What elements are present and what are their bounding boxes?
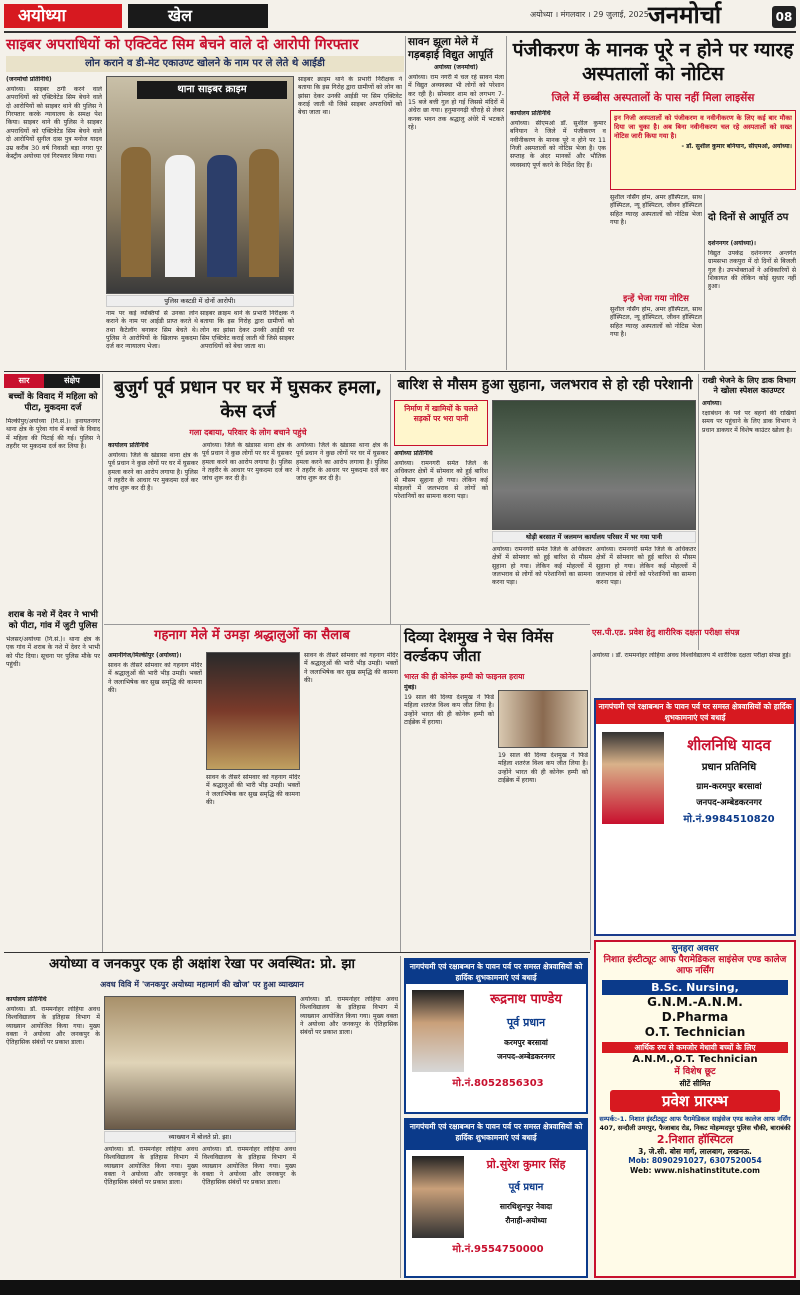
ad4-offer: आर्थिक रुप से कमजोर मेधावी बच्चों के लिए xyxy=(602,1042,788,1053)
header-rule xyxy=(4,31,796,33)
police-station-sign: थाना साइबर क्राइम xyxy=(137,81,287,99)
ad3-place2: रौनाही-अयोध्या xyxy=(505,1216,547,1225)
story9-body-col1: 19 साल की दिव्या देशमुख ने फिडे महिला शतरंज विश्व कप जीत लिया है। उन्होंने भारत की ही कोनेरू हम्पी को टाईब्रेक में हराया। xyxy=(404,694,494,727)
column-divider xyxy=(400,956,401,1278)
ad3-greeting: नागपंचमी एवं रक्षाबन्धन के पावन पर्व पर समस्त क्षेत्रवासियों को हार्दिक शुभकामनाएं एवं बधाई xyxy=(406,1120,586,1150)
story3-body-col2: सुशील नर्सिंग होम, अमर हॉस्पिटल, साथ हॉस्पिटल, न्यू हॉस्पिटल, जीवन हॉस्पिटल सहित ग्यारह अस्पतालों को नोटिस भेजा गया है। xyxy=(610,194,702,227)
ad4-hospital: 2.निशात हॉस्पिटल xyxy=(656,1132,734,1146)
story7-dateline: अयोध्या। xyxy=(702,400,722,407)
category-label: खेल xyxy=(128,4,268,28)
story1-caption: पुलिस कस्टडी में दोनों आरोपी। xyxy=(106,295,294,307)
section-label: अयोध्या xyxy=(4,4,122,28)
story10-deck: अवध विवि में 'जनकपुर अयोध्या महामार्ग की खोज' पर हुआ व्याख्यान xyxy=(100,980,304,989)
story6-body-col2: अयोध्या। रामनगरी समेत जिले के अधिकतर क्षेत्रों में सोमवार को हुई बारिश से मौसम सुहाना हो गया। लेकिन कई मोहल्लों में जलभराव से लोगों को परेशानियों का सामना करना पड़ा। xyxy=(492,546,592,587)
story1-body-col1: अयोध्या। साइबर ठगी करने वाले अपराधियों को एक्टिवेटेड सिम बेचने वाले दो आरोपियों को साइबर थाने की पुलिस ने गिरफ्तार करके न्यायालय के समक्ष पेश किया। साइबर थाने की पुलिस ने साइबर अपराधियों को एक्टिवेटेड सिम बेचने वाले दो आरोपियों सुनील दास पुत्र मनोज यादव उम्र करीब 30 वर्ष निवासी बड़ा नगरा पुर केस्ट्रीय अयोध्या एवं गिरफ्तार किया गया। xyxy=(6,86,102,160)
ad4-course-2: G.N.M.-A.N.M. xyxy=(647,995,743,1010)
story6-callout xyxy=(394,400,488,446)
ad-nishat-institute xyxy=(594,940,796,1278)
story5-body-col2: अयोध्या। जिले के खंडासा थाना क्षेत्र के पूर्व प्रधान ने कुछ लोगों पर घर में घुसकर हमला करने का आरोप लगाया है। पुलिस ने तहरीर के आधार पर मुकदमा दर्ज कर जांच शुरू कर दी है। xyxy=(202,442,292,483)
ad1-greeting: नागपंचमी एवं रक्षाबन्धन के पावन पर्व पर समस्त क्षेत्रवासियों को हार्दिक शुभकामनाएं एवं बधाई xyxy=(596,700,794,724)
story10-body-col1: अयोध्या। डॉ. राममनोहर लोहिया अवध विश्वविद्यालय के इतिहास विभाग में व्याख्यान आयोजित किया गया। मुख्य वक्ता ने अयोध्या और जनकपुर के ऐतिहासिक संबंधों पर प्रकाश डाला। xyxy=(6,1006,100,1047)
story5-headline: बुजुर्ग पूर्व प्रधान पर घर में घुसकर हमला, केस दर्ज xyxy=(113,377,383,422)
story3-deck: जिले में छब्बीस अस्पतालों के पास नहीं मिला लाइसेंस xyxy=(551,92,755,104)
sar-tab-1: सार xyxy=(4,374,44,388)
story3-quote-box xyxy=(610,110,796,190)
column-divider xyxy=(405,36,406,370)
column-divider xyxy=(698,374,699,650)
ad2-name: रूद्रनाथ पाण्डेय xyxy=(490,992,562,1007)
ad4-admission: प्रवेश प्रारम्भ xyxy=(610,1090,780,1112)
ad4-seats: सीटें सीमित xyxy=(679,1078,711,1088)
column-divider xyxy=(102,374,103,952)
story8-body-col1: सावन के तीसरे सोमवार को गहनाग मंदिर में श्रद्धालुओं की भारी भीड़ उमड़ी। भक्तों ने जलाभिषेक कर सुख समृद्धि की कामना की। xyxy=(108,662,202,695)
ad4-address: 407, सन्दौली उमरपुर, फैजाबाद रोड, निकट मोहम्मदपुर पुलिस चौकी, बाराबंकी xyxy=(599,1123,791,1132)
ad1-name: शीलनिधि यादव xyxy=(687,736,771,754)
story6-dateline: अयोध्या प्रतिनिधि xyxy=(394,450,433,457)
column-divider xyxy=(390,374,391,624)
story6-headline: बारिश से मौसम हुआ सुहाना, जलभराव से हो रही परेशानी xyxy=(397,377,693,393)
ad4-mobile: Mob: 8090291027, 6307520054 xyxy=(628,1156,762,1166)
story3-headline: पंजीकरण के मानक पूरे न होने पर ग्यारह अस्पतालों को नोटिस xyxy=(512,39,794,85)
story3-body-col3: सुशील नर्सिंग होम, अमर हॉस्पिटल, साथ हॉस्पिटल, न्यू हॉस्पिटल, जीवन हॉस्पिटल सहित ग्यारह अस्पतालों को नोटिस भेजा गया है। xyxy=(610,306,702,339)
story10-caption: व्याख्यान में बोलते प्रो. झा। xyxy=(104,1131,296,1143)
story10-photo xyxy=(104,996,296,1130)
ad4-address-2: 3, जे.सी. बोस मार्ग, लालबाग, लखनऊ. xyxy=(638,1146,752,1156)
ad3-name: प्रो.सुरेश कुमार सिंह xyxy=(486,1158,566,1171)
story9-dateline: मुंबई। xyxy=(404,684,417,691)
story3-quote-author: - डॉ. सुशील कुमार बनियान, सीएमओ, अयोध्या। xyxy=(681,142,792,150)
column-divider xyxy=(704,194,705,370)
newspaper-name: जनमोर्चा xyxy=(648,0,722,29)
photo-person-3 xyxy=(207,155,237,277)
ad4-tagline: सुनहरा अवसर xyxy=(671,944,719,954)
photo-person-1 xyxy=(121,147,151,277)
ad4-website: Web: www.nishatinstitute.com xyxy=(630,1165,760,1175)
story6-photo xyxy=(492,400,696,530)
story6-callout-text: निर्माण में खामियों के चलते सड़कों पर भरा पानी xyxy=(404,404,478,423)
page-number: 08 xyxy=(772,6,796,28)
story3-subhead: इन्हें भेजा गया नोटिस xyxy=(623,294,689,304)
story1-deck: लोन कराने व डी-मेट एकाउण्ट खोलने के नाम पर ले लेते थे आईडी xyxy=(6,56,404,72)
ad1-place: ग्राम-करमपुर बरसावां xyxy=(696,782,762,792)
story1-headline: साइबर अपराधियों को एक्टिवेट सिम बेचने वाले दो आरोपी गिरफ्तार xyxy=(6,37,359,53)
story9-body-col2: 19 साल की दिव्या देशमुख ने फिडे महिला शतरंज विश्व कप जीत लिया है। उन्होंने भारत की ही कोनेरू हम्पी को टाईब्रेक में हराया। xyxy=(498,752,588,785)
story5-deck: गला दबाया, परिवार के लोग बचाने पहुंचे xyxy=(189,428,307,437)
ad4-discount: में विशेष छूट xyxy=(674,1067,716,1078)
ad2-greeting: नागपंचमी एवं रक्षाबन्धन के पावन पर्व पर समस्त क्षेत्रवासियों को हार्दिक शुभकामनाएं एवं बधाई xyxy=(406,960,586,984)
date-line: अयोध्या । मंगलवार । 29 जुलाई, 2025 xyxy=(530,10,649,19)
ad1-portrait xyxy=(602,732,664,824)
story4-body: विद्युत उपकेंद्र दर्शननगर अन्तर्गत ग्रामसभा तकपुरा में दो दिनों से बिजली गुल है। उपभोक्ताओं ने अधिकारियों से शिकायत की लेकिन कोई सुधार नहीं हुआ। xyxy=(708,250,796,291)
story10-body-col2: अयोध्या। डॉ. राममनोहर लोहिया अवध विश्वविद्यालय के इतिहास विभाग में व्याख्यान आयोजित किया गया। मुख्य वक्ता ने अयोध्या और जनकपुर के ऐतिहासिक संबंधों पर प्रकाश डाला। xyxy=(104,1146,198,1187)
ad3-title: पूर्व प्रधान xyxy=(508,1182,544,1193)
sar-body-1: मिल्कीपुर/अयोध्या (नि.सं.)। इनायतनगर थाना क्षेत्र के पुरेवा गांव में बच्चों के विवाद में महिला की पिटाई की गई। पुलिस ने तहरीर पर मुकदमा दर्ज कर लिया है। xyxy=(6,418,100,451)
ad4-institute: निशात इंस्टीट्यूट आफ पैरामेडिकल साइंसेज एण्ड कालेज आफ नर्सिंग xyxy=(603,955,787,977)
sar-tab-2: संक्षेप xyxy=(44,374,100,388)
ad3-portrait xyxy=(412,1156,464,1238)
story10-dateline: कार्यालय प्रतिनिधि xyxy=(6,996,47,1003)
story5-body-col1: अयोध्या। जिले के खंडासा थाना क्षेत्र के पूर्व प्रधान ने कुछ लोगों पर घर में घुसकर हमला करने का आरोप लगाया है। पुलिस ने तहरीर के आधार पर मुकदमा दर्ज कर जांच शुरू कर दी है। xyxy=(108,452,198,493)
story7-headline: राखी भेजने के लिए डाक विभाग ने खोला स्पेशल काउण्टर xyxy=(702,376,796,395)
story5-dateline: कार्यालय प्रतिनिधि xyxy=(108,442,149,449)
story3-quote: इन निजी अस्पतालों को पंजीकरण व नवीनीकरण के लिए कई बार मौका दिया जा चुका है। अब बिना नवीनीकरण चल रहे अस्पतालों को सख्त नोटिस जारी किया गया है। xyxy=(614,114,792,140)
story1-body-col2: नाम पर कई व्यक्तियों से उनका लोन कराने के नाम पर आईडी प्राप्त करते थे तथा कैटेलॉग बनाकर सिम बेचते थे। पुलिस ने आरोपियों के खिलाफ मुकदमा दर्ज कर न्यायालय भेजा। xyxy=(106,310,198,351)
story7-subhead: एस.पी.एड. प्रवेश हेतु शारीरिक दक्षता परीक्षा संपन्न xyxy=(592,628,740,637)
ad2-title: पूर्व प्रधान xyxy=(506,1016,546,1029)
story2-headline: सावन झूला मेले में गड़बड़ाई विद्युत आपूर्ति xyxy=(408,36,493,61)
story1-body-col3: साइबर क्राइम थाने के प्रभारी निरीक्षक ने बताया कि इस गिरोह द्वारा ग्रामीणों को लोन का झांसा देकर उनकी आईडी पर सिम एक्टिवेट कराई जाती थी जिसे साइबर अपराधियों को बेचा जाता था। xyxy=(200,310,294,351)
story10-body-col3: अयोध्या। डॉ. राममनोहर लोहिया अवध विश्वविद्यालय के इतिहास विभाग में व्याख्यान आयोजित किया गया। मुख्य वक्ता ने अयोध्या और जनकपुर के ऐतिहासिक संबंधों पर प्रकाश डाला। xyxy=(202,1146,296,1187)
story8-headline: गहनाग मेले में उमड़ा श्रद्धालुओं का सैलाब xyxy=(154,628,350,643)
story6-body: अयोध्या। रामनगरी समेत जिले के अधिकतर क्षेत्रों में सोमवार को हुई बारिश से मौसम सुहाना हो गया। लेकिन कई मोहल्लों में जलभराव से लोगों को परेशानियों का सामना करना पड़ा। xyxy=(394,460,488,501)
ad2-mobile: मो.नं.8052856303 xyxy=(452,1078,544,1089)
story3-dateline: कार्यालय प्रतिनिधि xyxy=(510,110,551,117)
story8-body-col2: सावन के तीसरे सोमवार को गहनाग मंदिर में श्रद्धालुओं की भारी भीड़ उमड़ी। भक्तों ने जलाभिषेक कर सुख समृद्धि की कामना की। xyxy=(206,774,300,807)
story1-dateline: (जनमोर्चा प्रतिनिधि) xyxy=(6,76,52,83)
story10-body-col4: अयोध्या। डॉ. राममनोहर लोहिया अवध विश्वविद्यालय के इतिहास विभाग में व्याख्यान आयोजित किया गया। मुख्य वक्ता ने अयोध्या और जनकपुर के ऐतिहासिक संबंधों पर प्रकाश डाला। xyxy=(300,996,398,1037)
story3-body: अयोध्या। सीएमओ डॉ. सुशील कुमार बनियान ने जिले में पंजीकरण व नवीनीकरण के मानक पूरे न होने पर 11 निजी अस्पतालों को नोटिस भेजा है। एक सप्ताह के अंदर मानकों और भौतिक व्यवस्थाएं पूर्ण करने के निर्देश दिए हैं। xyxy=(510,120,606,169)
ad3-place: सारथिशुनपुर नेवादा xyxy=(499,1202,553,1211)
ad4-course-3: D.Pharma xyxy=(661,1010,729,1025)
photo-person-2 xyxy=(165,155,195,277)
story5-body-col3: अयोध्या। जिले के खंडासा थाना क्षेत्र के पूर्व प्रधान ने कुछ लोगों पर घर में घुसकर हमला करने का आरोप लगाया है। पुलिस ने तहरीर के आधार पर मुकदमा दर्ज कर जांच शुरू कर दी है। xyxy=(296,442,388,483)
story7-body2: अयोध्या । डॉ. राममनोहर लोहिया अवध विश्वविद्यालय में शारीरिक दक्षता परीक्षा संपन्न हुई। xyxy=(592,652,791,659)
sar-body-2: भेलसर/अयोध्या (नि.सं.)। थाना क्षेत्र के एक गांव में शराब के नशे में देवर ने भाभी को पीट दिया। सूचना पर पुलिस मौके पर पहुंची। xyxy=(6,636,100,669)
story9-photo xyxy=(498,690,588,748)
story6-body-col3: अयोध्या। रामनगरी समेत जिले के अधिकतर क्षेत्रों में सोमवार को हुई बारिश से मौसम सुहाना हो गया। लेकिन कई मोहल्लों में जलभराव से लोगों को परेशानियों का सामना करना पड़ा। xyxy=(596,546,696,587)
story4-dateline: दर्शननगर (अयोध्या)। xyxy=(708,240,756,247)
photo-person-4 xyxy=(249,149,279,277)
ad3-mobile: मो.नं.9554750000 xyxy=(452,1244,544,1255)
ad2-place2: जनपद-अम्बेडकरनगर xyxy=(497,1052,555,1061)
ad4-course-5: A.N.M.,O.T. Technician xyxy=(632,1054,758,1066)
column-divider xyxy=(590,650,591,950)
story6-caption: थोड़ी बरसात में जलमग्न कार्यालय परिसर में भर गया पानी xyxy=(492,531,696,543)
story9-deck: भारत की ही कोनेरू हम्पी को फाइनल हराया xyxy=(404,672,525,681)
ad-rudranath xyxy=(404,958,588,1114)
ad4-course-1: B.Sc. Nursing, xyxy=(602,980,788,995)
column-divider xyxy=(400,624,401,952)
story10-headline: अयोध्या व जनकपुर एक ही अक्षांश रेखा पर अवस्थित: प्रो. झा xyxy=(48,956,356,972)
ad-sheelnidhi xyxy=(594,698,796,936)
ad-suresh xyxy=(404,1118,588,1278)
section-divider xyxy=(4,371,796,372)
story4-headline: दो दिनों से आपूर्ति ठप xyxy=(708,212,789,223)
story8-body-col3: सावन के तीसरे सोमवार को गहनाग मंदिर में श्रद्धालुओं की भारी भीड़ उमड़ी। भक्तों ने जलाभिषेक कर सुख समृद्धि की कामना की। xyxy=(304,652,398,685)
column-divider xyxy=(506,36,507,370)
ad4-contact: सम्पर्क:-1. निशात इंस्टीट्यूट आफ पैरामेडिकल साइंसेज एण्ड कालेज आफ नर्सिंग xyxy=(599,1114,791,1123)
ad1-title: प्रधान प्रतिनिधि xyxy=(701,762,757,773)
section-divider xyxy=(104,624,590,625)
ad1-mobile: मो.नं.9984510820 xyxy=(683,814,775,825)
sar-headline-2: शराब के नशे में देवर ने भाभी को पीटा, गांव में जुटी पुलिस xyxy=(8,610,98,631)
story1-photo xyxy=(106,76,294,294)
ad2-place: करमपुर बरसावां xyxy=(504,1038,548,1047)
story2-body: अयोध्या। राम नगरी में चल रहे सावन मेला में विद्युत अव्यवस्था भी लोगों को परेशान कर रही है। सोमवार शाम को लगभग 7-15 बजे बत्ती गुल हो गई जिससे मंदिरों में अंधेरा छा गया। हनुमानगढ़ी चौराहे से लेकर कनक भवन तक श्रद्धालु अंधेरे में भटकते रहे। xyxy=(408,74,504,132)
print-color-bar xyxy=(0,1280,800,1295)
story7-body: रक्षाबंधन के पर्व पर बहनों की राखियां समय पर पहुंचाने के लिए डाक विभाग ने प्रधान डाकघर में विशेष काउंटर खोला है। xyxy=(702,410,796,434)
story8-photo xyxy=(206,652,300,770)
story8-dateline: अमानीगंज/मिल्कीपुर (अयोध्या)। xyxy=(108,652,182,659)
ad2-portrait xyxy=(412,990,464,1072)
story9-headline: दिव्या देशमुख ने चेस विमेंस वर्ल्डकप जीता xyxy=(404,628,554,665)
ad1-place2: जनपद-अम्बेडकरनगर xyxy=(696,798,762,808)
story1-body-col4: साइबर क्राइम थाने के प्रभारी निरीक्षक ने बताया कि इस गिरोह द्वारा ग्रामीणों को लोन का झांसा देकर उनकी आईडी पर सिम एक्टिवेट कराई जाती थी जिसे साइबर अपराधियों को बेचा जाता था। xyxy=(298,76,402,117)
story2-dateline: अयोध्या (जनमोर्चा) xyxy=(433,64,479,71)
ad4-course-4: O.T. Technician xyxy=(644,1025,746,1040)
sar-headline-1: बच्चों के विवाद में महिला को पीटा, मुकदमा दर्ज xyxy=(8,392,98,413)
section-divider xyxy=(4,952,590,953)
